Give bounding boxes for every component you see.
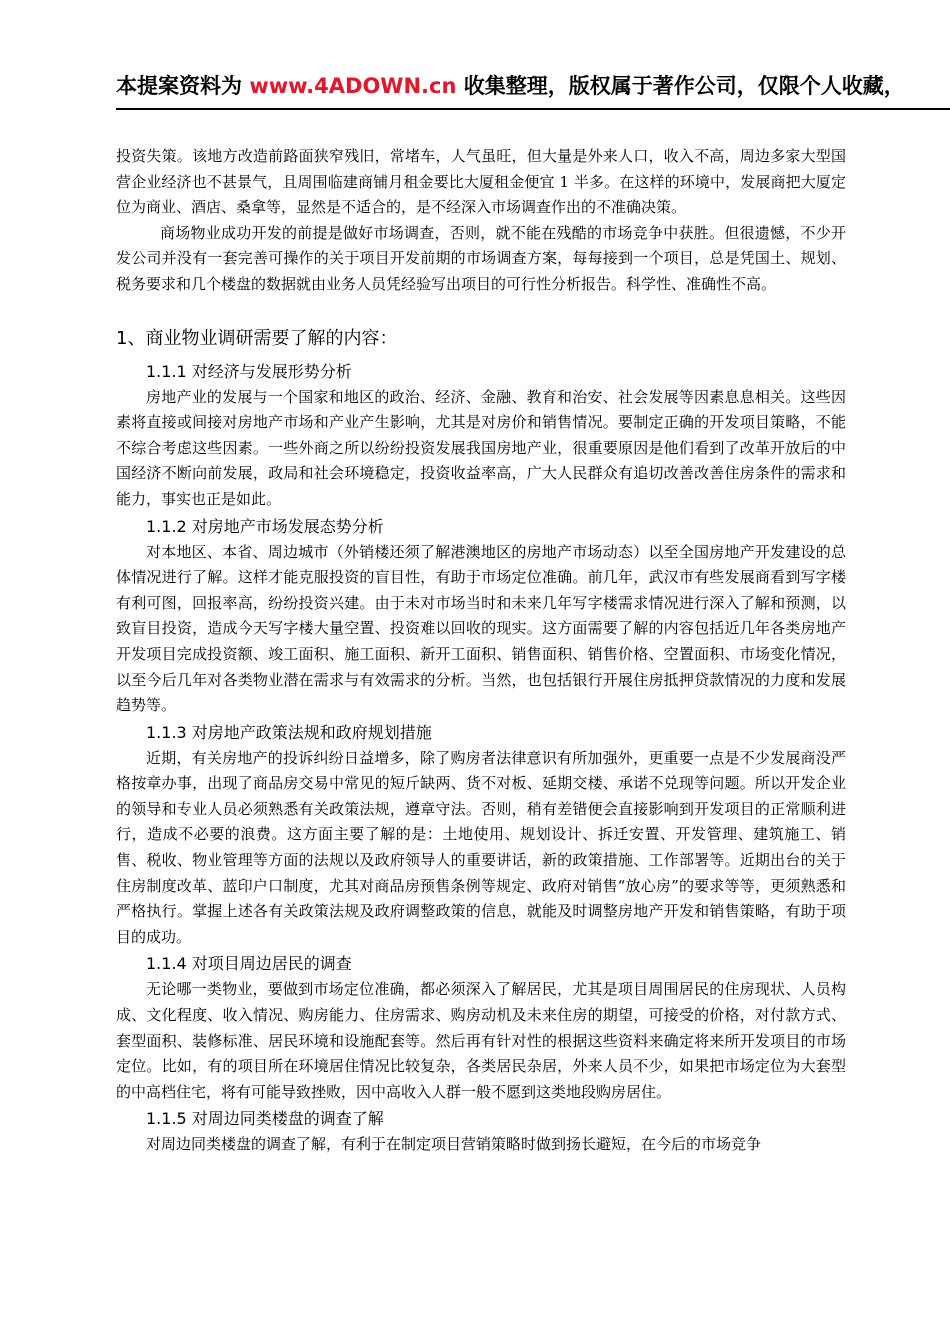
document-body [116,144,846,1158]
intro-paragraph-1: 投资失策。该地方改造前路面狭窄残旧，常堵车，人气虽旺，但大量是外来人口，收入不高，周边多家大型国营企业经济也不甚景气，且周围临建商铺月租金要比大厦租金便宜 1 半多。在这样的环境中，发展商把大厦定位为商业、酒店、桑拿等，显然是不适合的，是不经深入市场调查作出的不准确决策。 [116,147,846,217]
subsection-title-2: 1.1.2 对房地产市场发展态势分析 [146,516,384,536]
section-heading: 1、商业物业调研需要了解的内容： [116,327,398,349]
subsection-title-1: 1.1.1 对经济与发展形势分析 [146,361,352,381]
subsection-title-5: 1.1.5 对周边同类楼盘的调查了解 [146,1109,384,1129]
intro-paragraph-2: 商场物业成功开发的前提是做好市场调查，否则，就不能在残酷的市场竞争中获胜。但很遗憾，不少开发公司并没有一套完善可操作的关于项目开发前期的市场调查方案，每每接到一个项目，总是凭国土、规划、税务要求和几个楼盘的数据就由业务人员凭经验写出项目的可行性分析报告。科学性、准确性不高。 [116,223,846,293]
header-prefix: 本提案资料为 [116,74,250,98]
subsection-body-5: 对周边同类楼盘的调查了解，有利于在制定项目营销策略时做到扬长避短，在今后的市场竞争 [146,1135,762,1154]
header-suffix: 收集整理，版权属于著作公司，仅限个人收藏， [456,74,905,98]
header-divider [116,108,950,110]
subsection-body-2: 对本地区、本省、周边城市（外销楼还须了解港澳地区的房地产市场动态）以至全国房地产开发建设的总体情况进行了解。这样才能克服投资的盲目性，有助于市场定位准确。前几年，武汉市有些发展商看到写字楼有利可图，回报率高，纷纷投资兴建。由于未对市场当时和未来几年写字楼需求情况进行深入了解和预测，以致盲目投资，造成今天写字楼大量空置、投资难以回收的现实。这方面需要了解的内容包括近几年各类房地产开发项目完成投资额、竣工面积、施工面积、新开工面积、销售面积、销售价格、空置面积、市场变化情况，以至今后几年对各类物业潜在需求与有效需求的分析。当然，也包括银行开展住房抵押贷款情况的力度和发展趋势等。 [116,542,846,715]
subsection-body-1: 房地产业的发展与一个国家和地区的政治、经济、金融、教育和治安、社会发展等因素息息相关。这些因素将直接或间接对房地产市场和产业产生影响，尤其是对房价和销售情况。要制定正确的开发项目策略，不能不综合考虑这些因素。一些外商之所以纷纷投资发展我国房地产业，很重要原因是他们看到了改革开放后的中国经济不断向前发展，政局和社会环境稳定，投资收益率高，广大人民群众有追切改善改善住房条件的需求和能力，事实也正是如此。 [116,387,846,508]
subsection-title-3: 1.1.3 对房地产政策法规和政府规划措施 [146,722,432,742]
subsection-title-4: 1.1.4 对项目周边居民的调查 [146,954,352,974]
subsection-body-3: 近期，有关房地产的投诉纠纷日益增多，除了购房者法律意识有所加强外，更重要一点是不少发展商没严格按章办事，出现了商品房交易中常见的短斤缺两、货不对板、延期交楼、承诺不兑现等问题。所以开发企业的领导和专业人员必须熟悉有关政策法规，遵章守法。否则，稍有差错便会直接影响到开发项目的正常顺利进行，造成不必要的浪费。这方面主要了解的是：土地使用、规划设计、拆迁安置、开发管理、建筑施工、销售、税收、物业管理等方面的法规以及政府领导人的重要讲话，新的政策措施、工作部署等。近期出台的关于住房制度改革、蓝印户口制度，尤其对商品房预售条例等规定、政府对销售“放心房”的要求等等，更须熟悉和严格执行。掌握上述各有关政策法规及政府调整政策的信息，就能及时调整房地产开发和销售策略，有助于项目的成功。 [116,748,846,946]
header-banner [116,70,950,102]
subsection-body-4: 无论哪一类物业，要做到市场定位准确，都必须深入了解居民，尤其是项目周围居民的住房现状、人员构成、文化程度、收入情况、购房能力、住房需求、购房动机及未来住房的期望，可接受的价格，对付款方式、套型面积、装修标准、居民环境和设施配套等。然后再有针对性的根据这些资料来确定将来所开发项目的市场定位。比如，有的项目所在环境居住情况比较复杂，各类居民杂居，外来人员不少，如果把市场定位为大套型的中高档住宅，将有可能导致挫败，因中高收入人群一般不愿到这类地段购房居住。 [116,980,846,1101]
header-url-link[interactable]: www.4ADOWN.cn [249,74,457,98]
